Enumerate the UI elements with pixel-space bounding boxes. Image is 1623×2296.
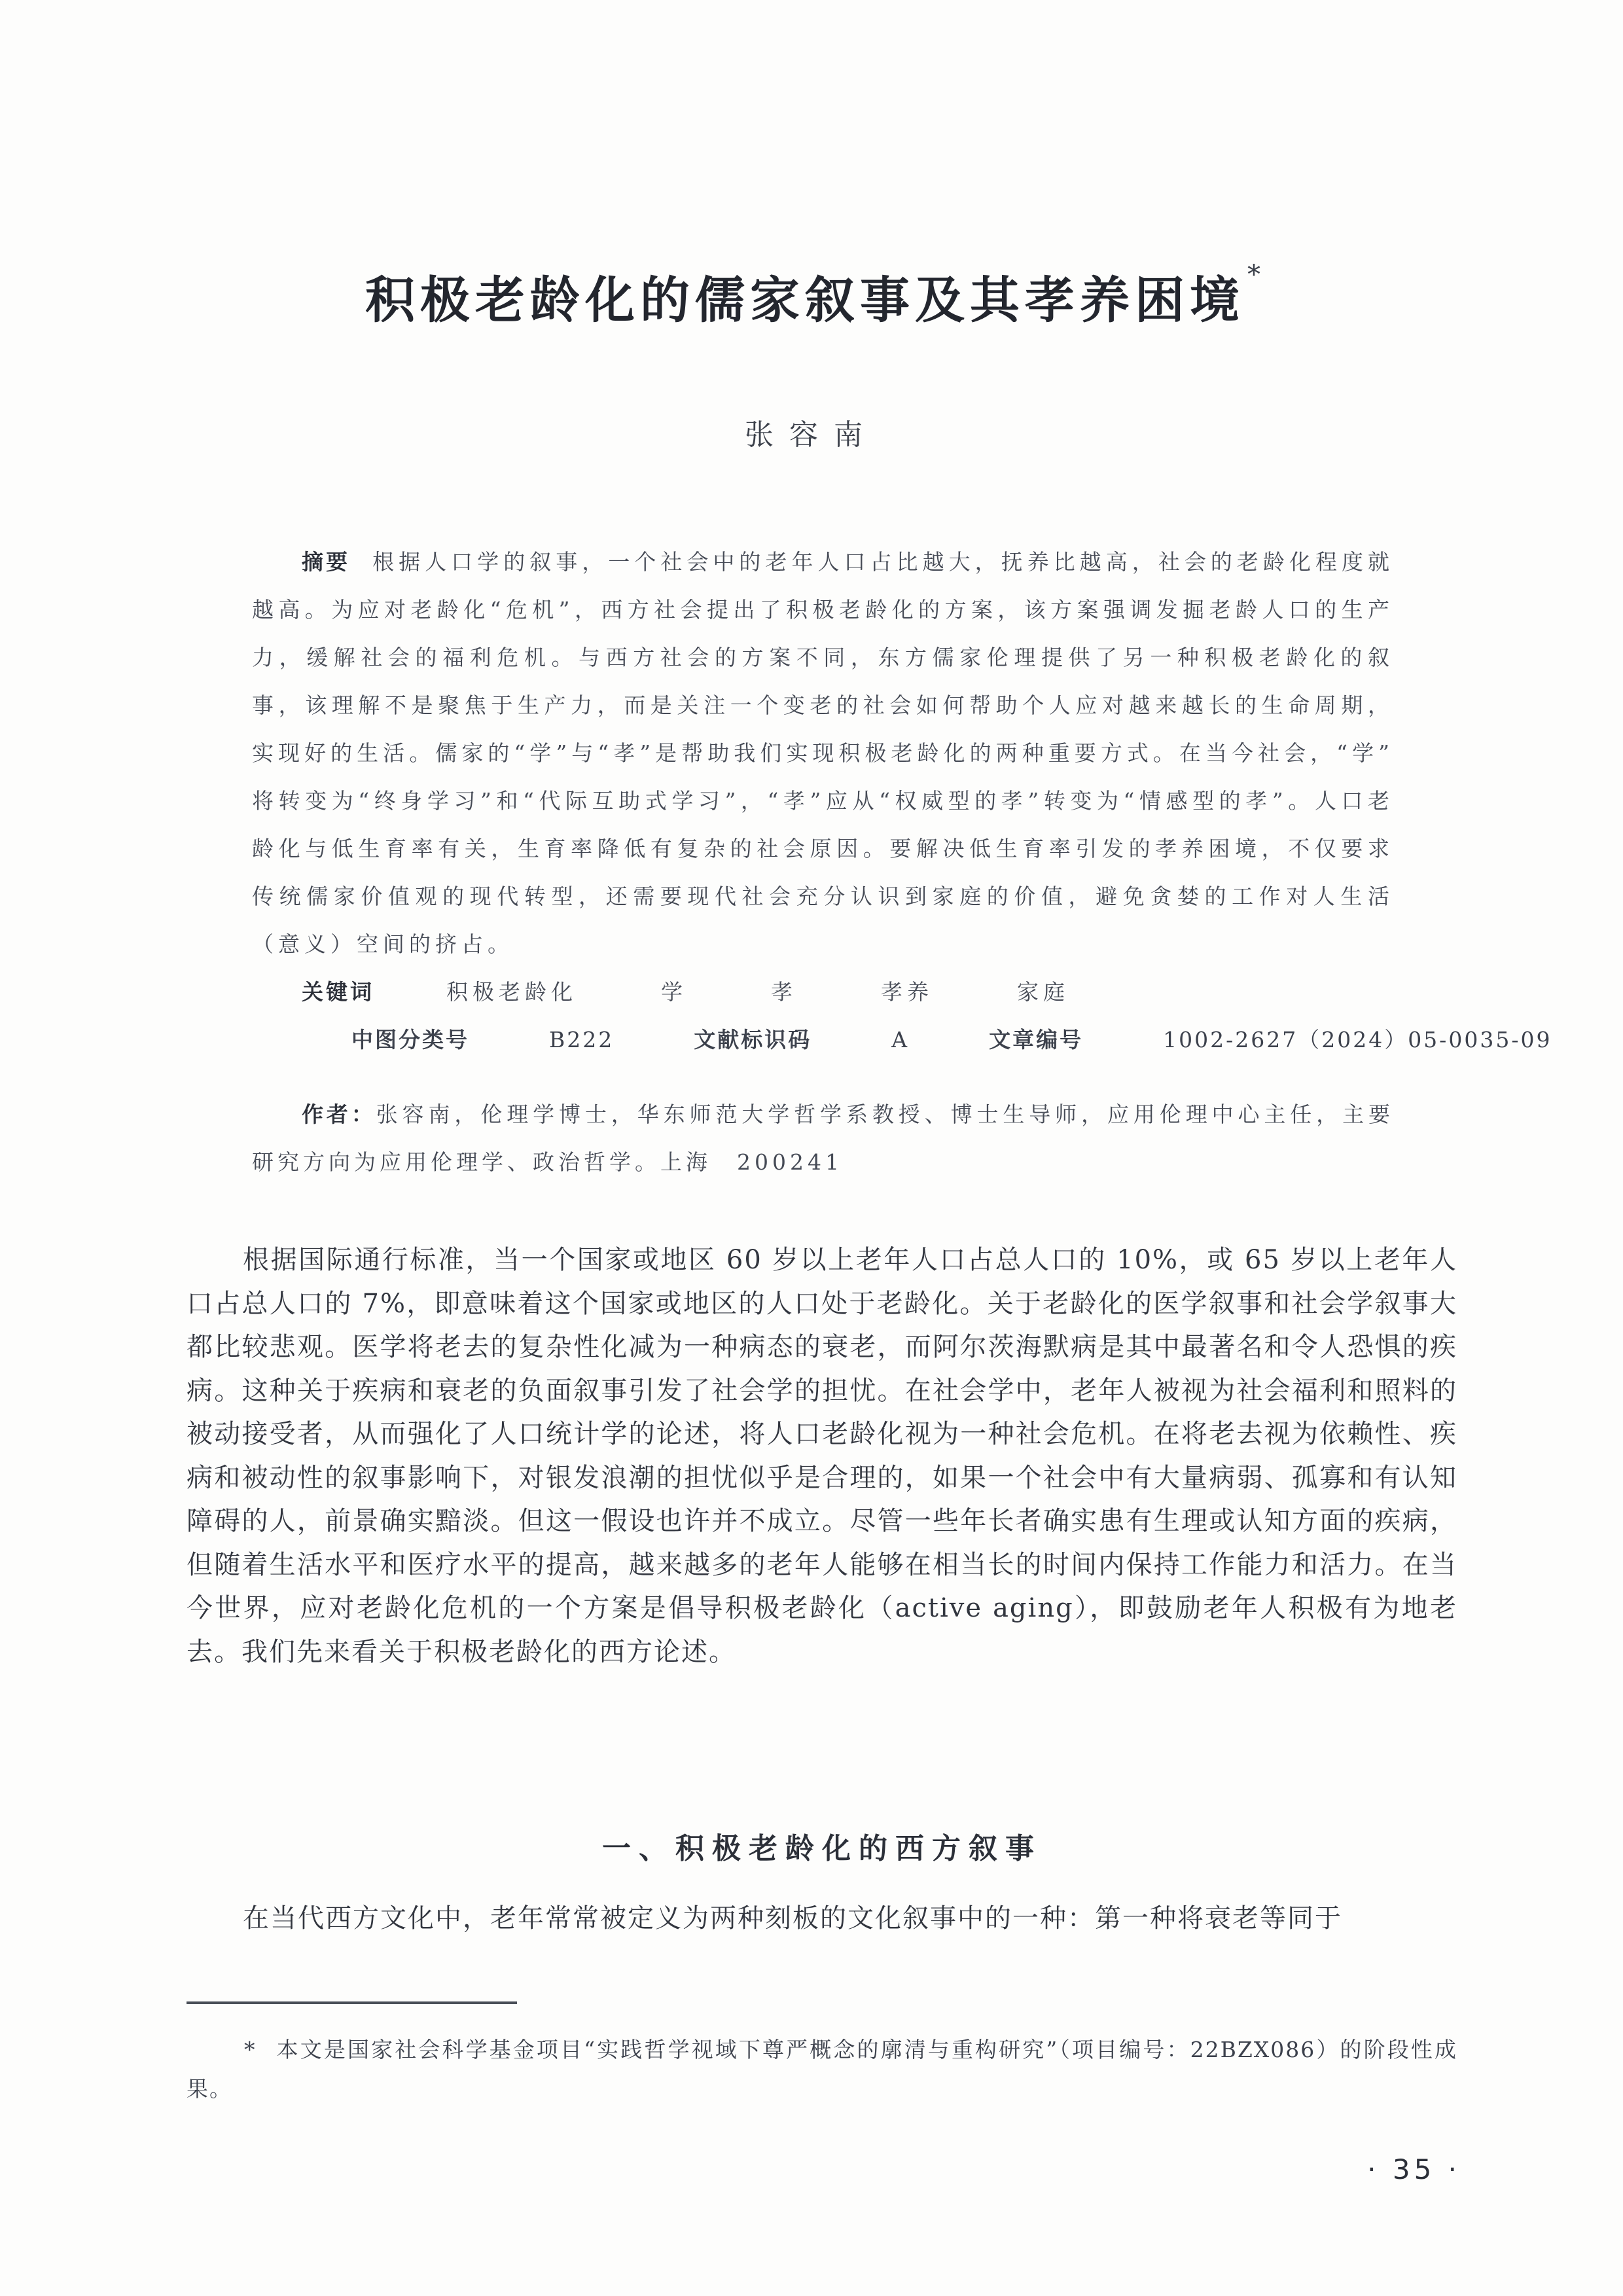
keywords-line xyxy=(252,968,1394,1016)
clc-label: 中图分类号 xyxy=(351,1027,469,1052)
keyword-item: 家庭 xyxy=(1017,979,1069,1005)
section-heading-1: 一、积极老龄化的西方叙事 xyxy=(602,1832,1042,1865)
footnote xyxy=(187,2030,1457,2109)
keyword-item: 孝 xyxy=(771,979,797,1005)
page-number: · 35 · xyxy=(1367,2153,1461,2185)
author-info xyxy=(252,1090,1394,1186)
doc-code-value: A xyxy=(891,1027,910,1052)
author-info-text: 张容南，伦理学博士，华东师范大学哲学系教授、博士生导师，应用伦理中心主任，主要研究方向为应用伦理学、政治哲学。上海 200241 xyxy=(252,1102,1395,1175)
abstract-paragraph xyxy=(252,538,1394,968)
article-id-value: 1002-2627（2024）05-0035-09 xyxy=(1163,1027,1552,1052)
doc-code-label: 文献标识码 xyxy=(694,1027,812,1052)
abstract-label: 摘要 xyxy=(302,549,351,575)
keywords-label: 关键词 xyxy=(302,979,374,1005)
author-name: 张容南 xyxy=(745,418,878,452)
body-paragraph-2: 在当代西方文化中，老年常常被定义为两种刻板的文化叙事中的一种：第一种将衰老等同于 xyxy=(243,1903,1342,1933)
author-info-label: 作者： xyxy=(302,1102,376,1127)
footnote-marker: * xyxy=(244,2037,257,2062)
article-id-label: 文章编号 xyxy=(989,1027,1084,1052)
footnote-text: 本文是国家社会科学基金项目“实践哲学视域下尊严概念的廓清与重构研究”（项目编号：22BZX086）的阶段性成果。 xyxy=(187,2037,1457,2102)
page-title xyxy=(0,260,1623,332)
abstract-text: 根据人口学的叙事，一个社会中的老年人口占比越大，抚养比越高，社会的老龄化程度就越高。为应对老龄化“危机”，西方社会提出了积极老龄化的方案，该方案强调发掘老龄人口的生产力，缓解社会的福利危机。与西方社会的方案不同，东方儒家伦理提供了另一种积极老龄化的叙事，该理解不是聚焦于生产力，而是关注一个变老的社会如何帮助个人应对越来越长的生命周期，实现好的生活。儒家的“学”与“孝”是帮助我们实现积极老龄化的两种重要方式。在当今社会，“学”将转变为“终身学习”和“代际互助式学习”，“孝”应从“权威型的孝”转变为“情感型的孝”。人口老龄化与低生育率有关，生育率降低有复杂的社会原因。要解决低生育率引发的孝养困境，不仅要求传统儒家价值观的现代转型，还需要现代社会充分认识到家庭的价值，避免贪婪的工作对人生活（意义）空间的挤占。 xyxy=(252,549,1395,957)
title-footnote-marker: * xyxy=(1247,259,1260,290)
keyword-item: 学 xyxy=(661,979,687,1005)
classification-line xyxy=(252,1016,1552,1064)
body-paragraph-1: 根据国际通行标准，当一个国家或地区 60 岁以上老年人口占总人口的 10%，或 65 岁以上老年人口占总人口的 7%，即意味着这个国家或地区的人口处于老龄化。关于老龄化的医学叙事和社会学叙事大都比较悲观。医学将老去的复杂性化减为一种病态的衰老，而阿尔茨海默病是其中最著名和令人恐惧的疾病。这种关于疾病和衰老的负面叙事引发了社会学的担忧。在社会学中，老年人被视为社会福利和照料的被动接受者，从而强化了人口统计学的论述，将人口老龄化视为一种社会危机。在将老去视为依赖性、疾病和被动性的叙事影响下，对银发浪潮的担忧似乎是合理的，如果一个社会中有大量病弱、孤寡和有认知障碍的人，前景确实黯淡。但这一假设也许并不成立。尽管一些年长者确实患有生理或认知方面的疾病，但随着生活水平和医疗水平的提高，越来越多的老年人能够在相当长的时间内保持工作能力和活力。在当今世界，应对老龄化危机的一个方案是倡导积极老龄化（active aging），即鼓励老年人积极有为地老去。我们先来看关于积极老龄化的西方论述。 xyxy=(187,1245,1457,1667)
keyword-item: 孝养 xyxy=(881,979,933,1005)
keyword-item: 积极老龄化 xyxy=(446,979,577,1005)
abstract-section xyxy=(252,538,1552,1064)
page-title-text: 积极老龄化的儒家叙事及其孝养困境 xyxy=(365,271,1245,329)
clc-value: B222 xyxy=(549,1027,615,1052)
footnote-divider xyxy=(187,2001,517,2004)
